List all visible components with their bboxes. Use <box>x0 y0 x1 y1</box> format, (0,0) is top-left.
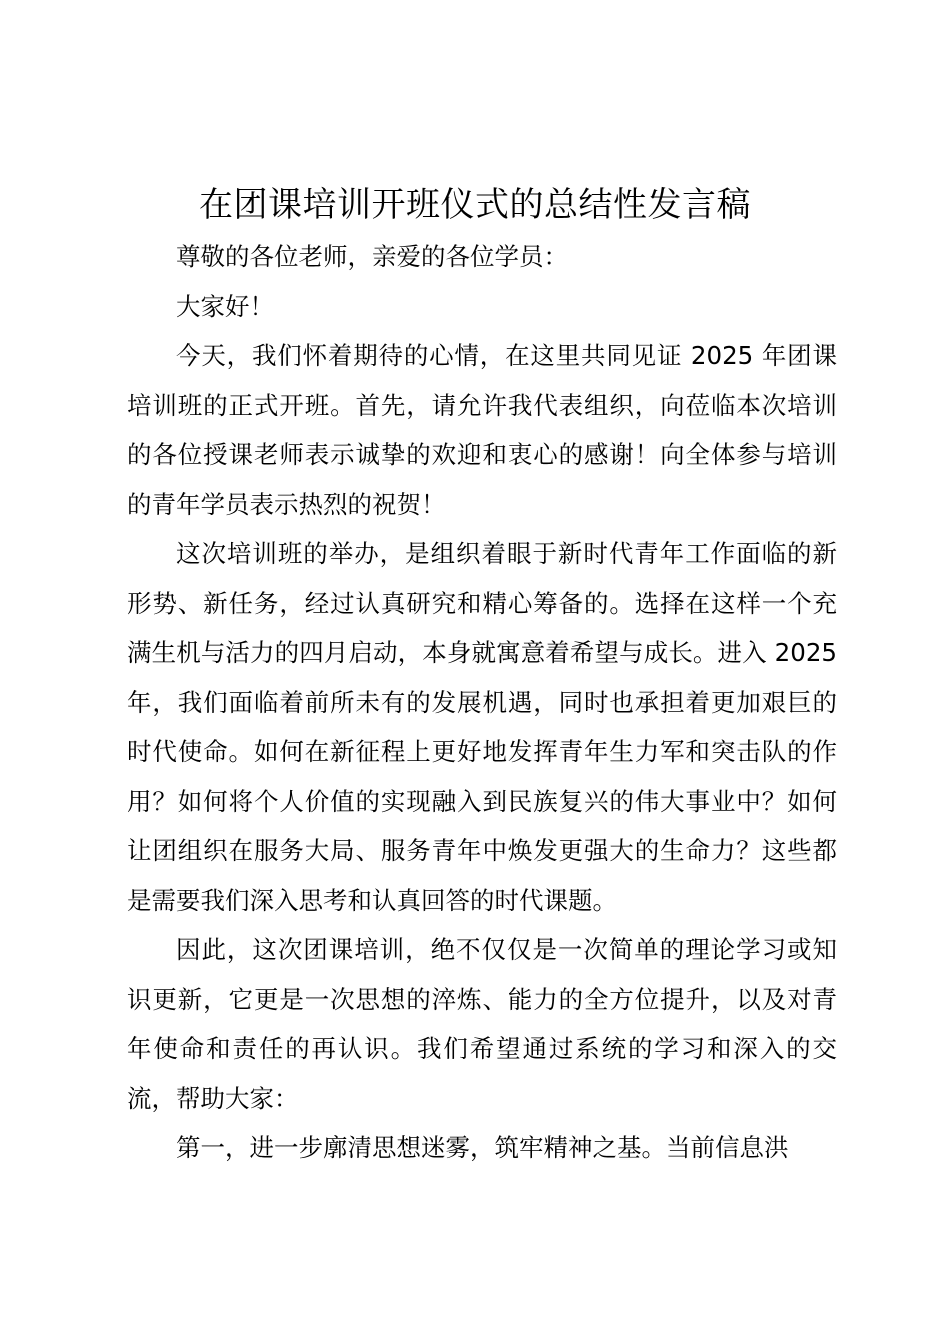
paragraph-salutation: 尊敬的各位老师，亲爱的各位学员： <box>176 242 568 271</box>
paragraph-purpose: 因此，这次团课培训，绝不仅仅是一次简单的理论学习或知识更新，它更是一次思想的淬炼、能力的全方位提升，以及对青年使命和责任的再认识。我们希望通过系统的学习和深入的交流，帮助大家： <box>127 935 837 1113</box>
paragraph-greeting: 大家好！ <box>176 291 274 321</box>
document-body <box>127 232 837 1173</box>
document-title: 在团课培训开班仪式的总结性发言稿 <box>199 185 751 225</box>
paragraph-background: 这次培训班的举办，是组织着眼于新时代青年工作面临的新形势、新任务，经过认真研究和精心筹备的。选择在这样一个充满生机与活力的四月启动，本身就寓意着希望与成长。进入 2025 年，我们面临着前所未有的发展机遇，同时也承担着更加艰巨的时代使命。如何在新征程上更好地发挥青年生力军和突击队的作用？如何将个人价值的实现融入到民族复兴的伟大事业中？如何让团组织在服务大局、服务青年中焕发更强大的生命力？这些都是需要我们深入思考和认真回答的时代课题。 <box>127 539 837 915</box>
paragraph-opening: 今天，我们怀着期待的心情，在这里共同见证 2025 年团课培训班的正式开班。首先，请允许我代表组织，向莅临本次培训的各位授课老师表示诚挚的欢迎和衷心的感谢！向全体参与培训的青年学员表示热烈的祝贺！ <box>127 341 837 519</box>
paragraph-first-point: 第一，进一步廓清思想迷雾，筑牢精神之基。当前信息洪 <box>176 1133 789 1162</box>
